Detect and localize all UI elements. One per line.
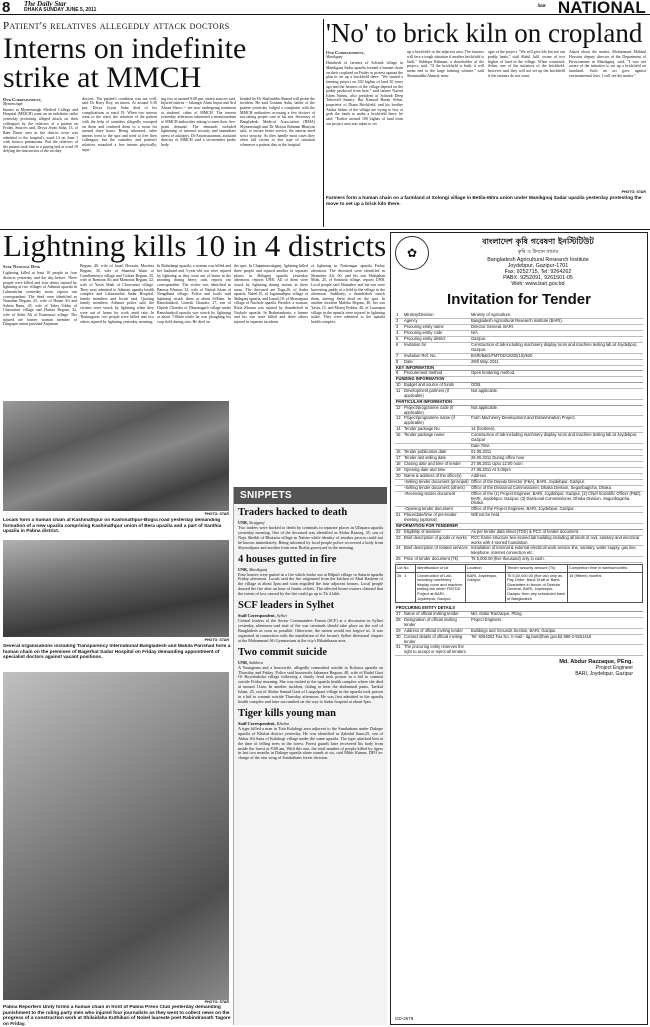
lightning-headline: Lightning kills 10 in 4 districts [3, 231, 387, 263]
snippet-headline: 4 houses gutted in fire [238, 553, 337, 565]
snippet-byline [238, 567, 383, 572]
tender-row-key: Brief description of related services [404, 545, 468, 551]
snippet-item [238, 507, 383, 551]
tender-row [395, 557, 643, 563]
cropland-col-2: up a brickfield in the adjacent area. The farmers will face a tough situation if another brickfield is built," Siddiqur Rahman, a shareholder of the project, said. "If the brickfield is built, it will mean end to the large farming scheme," said Shamsuddin Ahmed, man- [407, 49, 484, 78]
bari-bengali-address: কৃষি ও উদ্যান খামার [517, 249, 559, 255]
tender-row-number: 3 [396, 324, 399, 329]
tender-row-value: 27.06.2011 Upto 12:00 noon [471, 460, 523, 466]
tender-row-key: Contact details of official inviting tender [404, 633, 463, 644]
tender-notice [390, 232, 648, 1025]
interns-headline-1: Interns on indefinite [3, 32, 247, 65]
snippet-headline: Traders hacked to death [238, 507, 348, 518]
tender-row-key: Eligibility of tenderer [404, 528, 441, 534]
tender-row-number: 13 [396, 415, 401, 421]
tender-title: Invitation for Tender [447, 291, 591, 308]
interns-col-4: headed by Dr Shafiuddin Ahmed will probe the incident. He said Goutam Saha, father of the patient yesterday lodged a complaint with the MMCH authorities accusing a few doctors of not taking proper care of his son. Secretary of Bangladesh Medical Association (BMA) Mymensingh unit Dr Motiur Rahman Bhuiyan said, to ensure better service, the interns need strict security. As they handle most cases they often fall victim to this type of situation whenever a patient dies at the hospital. [240, 95, 315, 148]
bari-pabx: PABX: 9252091, 9261501-05 [503, 275, 573, 281]
tender-row-key: -Opening tender document [404, 506, 453, 512]
paper-name: The Daily Star [24, 0, 67, 8]
photo-credit-2: PHOTO: STAR [204, 638, 229, 642]
tender-row [395, 492, 643, 507]
tender-row-key: Place/date/time of pre-tender meeting (optional) [404, 512, 457, 523]
bari-bengali-name: বাংলাদেশ কৃষি গবেষণা ইনস্টিটিউট [482, 237, 594, 246]
tender-row-value: Will not be held. [471, 512, 501, 518]
tender-row-value: Buildings and Grounds Section, BARI, Gazipur. [471, 627, 557, 633]
tender-row-number: 7 [396, 352, 399, 358]
tender-row-key: Tender package name [404, 432, 445, 438]
lightning-col-3: In Baliadangi upazila, a woman was killed and her husband and 3-year-old son were injured by lightning as they went out of home in the morning during heavy rain, reports our correspondent. The victim was identified as Banesa Khatun, 32, wife of Nazrul Islam of Nengdhara village. Police and locals said lightning struck them at about 6:00am. In Ranishankoil, Gonesh Chandra, 27, son of Dipesh Chandra of Dharmagarh village under Ranishankoil upazila was struck by lightning at about 7:00am while he was ploughing his crop field during rain. He died on [157, 263, 231, 324]
snippet-item [238, 554, 383, 598]
tender-row-key: Tender package No. [404, 426, 441, 432]
lot-row-sec: Tk 5,00,000.00 (five lac) only as Pay Order, Bank Draft or Bank Guarantee in favour of Director General, BARI, Joydebpur, Gazipur from any scheduled bank of Bangladesh [506, 573, 568, 603]
tender-row-key: Price of tender document (Tk) [404, 556, 459, 562]
tender-row-key: Tender publication date [404, 448, 447, 454]
sign-title: Project Engineer [596, 665, 633, 672]
tender-row-number: 22 [396, 528, 401, 534]
tender-row-number: 6 [396, 342, 399, 347]
tender-row-value: Office of the Project Engineer, BARI, Joydebpur, Gazipur. [471, 506, 575, 512]
snippet-body: Two traders were hacked to death by criminals in separate places in Ullapara upazila yesterday morning. One of the deceased was identified as Abdur Razzaq, 35, son of Noju Sheikh of Bhutaria village in Nature while identity of another person could not be known immediately. Being informed by local people police recovered a body from Shymolipara and another from near Boalia graveyard in the morning. [238, 525, 383, 550]
lightning-col-2: Begum, 40, wife of Jusail Hossain, Morzina Begum, 30, wife of Shamsul Islam of Gondhomorya village and Golzan Begum, 35, wife of Romzan Ali and Mamotaz Begum, 22, wife of Yasin Miah of Chawratari village. They were admitted to Adimari upazila health complex and Lalmonirhat Sadar Hospital, family members and locals said. Quoting family members, Adimari police said, the victims were struck by lightning when they were out of home for work amid rain. In Thakurgaon, two people were killed and two others injured by lightning yesterday morning. [80, 263, 154, 324]
lot-head-time: Completion time in weeks/months [569, 565, 628, 571]
tender-row-number: 16 [396, 448, 401, 454]
cropland-caption: Farmers form a human chain on a farmland at Solongi village in Betila-Mitra union under Manikgnaj Sadar upazila yesterday protesting the move to set up a brick kiln there. [326, 196, 642, 207]
tender-row-value: 14 (fourteen). [471, 426, 496, 432]
tender-row-number: 10 [396, 382, 401, 388]
tender-row-value: Office of the (1) Project Engineer, BARI, Joydebpur, Gazipur, (2) Chief Scientific Officer (P&E), BARI, Joydebpur, Gazipur, (3) Divisional Commissioner, Dhaka Division, Segunbagicha, Dhaka. [471, 490, 642, 506]
tender-row-number: 20 [396, 472, 401, 478]
cropland-col-4: Asked about the matter, Mohammad Mokbul Hossain, deputy director of the Department of Environment in Manikganj, said, "I was not aware of the initiative to set up a brickfield on farmland. Such an act goes against environmental laws. I will see the matter." [569, 49, 646, 78]
tender-row-number [395, 492, 404, 506]
photo-caption-2: Several organisations including Transparency International Bangladesh and Mahila Parishad form a human chain on the premises of Bagerhat Sadar Hospital on Friday demanding appointment of specialist doctors against vacant positions. [3, 644, 231, 661]
interns-col-1: Interns at Mymensingh Medical College and Hospital (MMCH) went on an indefinite strike yesterday protesting alleged attack on their colleagues by the relatives of a patient on Friday. Sources said, Divya Jeyati Saha, 13, of Ram Bazar area in the district town was admitted to the hospital's ward 14 on June 1 with bronco pneumonia. But the relatives of the patient took him to a paying bed at ward 19 defying the instruction of the on duty [3, 106, 78, 154]
snippet-headline: Two commit suicide [238, 646, 328, 658]
tender-row-key: Opening date and time [404, 466, 446, 472]
tender-row-number: 19 [396, 466, 401, 472]
interns-col-3: ing two at around 9:00 pm, intern sources said. Injured interns -- Jahangir Alam Sujon and Arif Ahsan Shuvo -- are now undergoing treatment at students' cabin of MMCH. The interns yesterday afternoon submitted a memorandum to MMCH authorities asking to meet their five-point demand. The demands included tightening of internal security and immediate arrest of attackers. Dr Anwaruzzaman, assistant director of MMCH said a six-member probe body [161, 95, 236, 148]
column-divider [323, 19, 324, 227]
tender-row-number: 24 [396, 545, 401, 551]
tender-row-value: 27.06.2011 At 3.00pm [471, 466, 511, 472]
photo-caption-1: Locals form a human chain at Kashinathpur on Kashinathpur-Bogra road yesterday demanding formation of a new upazila comprising Kashinathpur union of Bera upazila and a part of Santhia upazila in Pabna district. [3, 518, 222, 535]
bari-org: Bangladesh Agricultural Research Institute [487, 257, 589, 263]
tender-row-number [395, 480, 404, 485]
snippets-box [233, 487, 387, 1025]
lot-head-loc: Location [466, 565, 506, 572]
photo-caption-3: Pabna Reporters Unity forms a human chain in front of Pabna Press Club yesterday demanding punishment to the ruling party men who injured four journalists as they went to collect news on the progress of a construction work at Shilaidaha Kuthibari of Nobel laureate poet Rabindranath Tagore on Friday. [3, 1005, 231, 1027]
tender-row-value [471, 645, 643, 655]
snippet-place: Satkhira [248, 659, 264, 665]
photo-bagerhat [3, 540, 229, 637]
tender-row-key: Project/programme code (if applicable) [404, 404, 454, 415]
tender-row-key: Procuring entity code [404, 330, 443, 335]
tender-row-value: Address [471, 472, 487, 478]
tender-row-value: Farm Machinery Development and Dissemination Project. [471, 415, 576, 421]
section-rule [0, 229, 650, 230]
snippet-item [238, 708, 383, 761]
tender-row-key: Budget and source of funds [404, 382, 455, 388]
tender-section-heading: INFORMATION FOR TENDERER [395, 524, 643, 530]
lot-row-no: 1 [404, 572, 407, 578]
tender-row-value: GOB. [471, 382, 482, 388]
tender-row-key: Name & address of the office(s) [404, 472, 462, 478]
snippet-source: Staff Correspondent, [238, 720, 276, 726]
small-logo: Star [537, 4, 546, 9]
tender-section-heading: FUNDING INFORMATION [395, 377, 643, 383]
snippet-place: Manikganj [248, 566, 268, 572]
tender-section-heading: PARTICULAR INFORMATION [395, 400, 643, 406]
entity-table [395, 612, 643, 656]
snippet-body: A tiger killed a man in Tota Kalabogi area adjacent to the Sundarbans under Dakope upazila of Khulna district yesterday. He was identified as Zahidul Sana,25, son of Akbar Ali Sana of Kalabogi village under the same upazila. The tiger attacked him at the time of felling trees in the forest. Forest guards later recovered his body from inside the forest at 8:00 am. With this one, the total number of people killed by tigers in last two months in Dakope upazila alone stands at six, said Mihir Kumar, DFO in-charge of the east wing of Sundarbans forest division. [238, 725, 383, 761]
interns-headline-2: strike at MMCH [3, 61, 202, 95]
tender-row-value: Date Time [471, 442, 490, 448]
cropland-location: Manikganj [326, 55, 343, 60]
tender-row [395, 645, 643, 656]
tender-row-number: 17 [396, 454, 401, 460]
tender-row-number: 4 [396, 330, 399, 335]
tender-row-key: -Receiving tender document [404, 490, 456, 496]
photo-pabna [3, 672, 229, 1000]
lightning-byline: Star National Desk [3, 264, 41, 270]
snippet-source: Staff Correspondent, [238, 613, 276, 619]
snippet-source: UNB, [238, 659, 248, 665]
lightning-col-1: Lightning killed at least 10 people in four districts yesterday and the day before. Three people were killed and four others injured by lightning at two villages of Adimari upazila in Lalmonirhat yesterday noon, reports our correspondent. The dead were identified as Numahar Begum, 25, wife of Hasan Ali and Sabeta Banu, 45, wife of Taher Uddin of Chawratari village and Hasina Begum, 32, wife of Sohir Ali of Kumortari village. The injured are former woman member of Durgapur union parishad Anjuman [3, 270, 77, 327]
tender-row-value: Not applicable. [471, 388, 499, 394]
lot-row-id: Construction of Lab-including machinery display room and machine testing lab under FMTDD Project at BARI, Joydebpur, Gazipur [416, 573, 466, 603]
tender-row-key: The procuring entity reserves the right to accept or reject all tenders. [404, 644, 467, 655]
tender-row-key: Brief description of goods or works [404, 534, 467, 540]
tender-row-number: 15 [396, 432, 401, 438]
tender-row-value: Installation of internal & external electrical work service line, sanitary, water supply, gas line, telephone, internet connection etc. [471, 545, 637, 556]
tender-row-key: Closing date and time of tender [404, 460, 461, 466]
snippet-source: UNB, [238, 520, 248, 526]
snippet-headline: Tiger kills young man [238, 707, 336, 719]
section-title: NATIONAL [557, 0, 646, 15]
tender-row-number: 21 [396, 512, 401, 518]
page-number: 8 [2, 0, 11, 15]
tender-section-heading: KEY INFORMATION [395, 366, 643, 372]
snippet-item [238, 600, 383, 644]
interns-byline: Our Correspondent, [3, 96, 42, 102]
tender-row-value: Open tendering method. [471, 370, 516, 376]
tender-row-value: Gazipur. [471, 336, 487, 341]
tender-row-key: Address of official inviting tender [404, 627, 463, 633]
tender-row-value: Project Engineer. [471, 617, 503, 623]
masthead [0, 0, 650, 15]
snippet-place: Sirajganj [248, 520, 265, 526]
tender-row-key: Invitation for [404, 342, 427, 347]
cropland-article [326, 18, 648, 228]
tender-row-value: Tk 5,000.00 (five thousand) only in cash. [471, 556, 545, 562]
tender-row-number [395, 486, 404, 491]
snippet-item [238, 647, 383, 705]
tender-row-value: RCC frame structure two-storied lab building including all kinds of civil, sanitary and electrical works with 4-storied foundation. [471, 534, 640, 545]
tender-row-value: Not applicable. [471, 404, 499, 410]
tender-row-key: Procurement method [404, 370, 443, 376]
tender-row-number: 27 [396, 611, 401, 617]
tender-row-number: 11 [396, 388, 401, 394]
tender-row-number: 14 [396, 426, 401, 432]
photo-credit-3: PHOTO: STAR [204, 1000, 229, 1004]
tender-row-number: 1 [396, 312, 399, 317]
tender-row-key: -Selling tender document (others) [404, 484, 465, 490]
tender-row-value: 26.06.2011 During office hour [471, 454, 525, 460]
tender-row-number: 2 [396, 318, 399, 323]
lot-table [395, 564, 643, 603]
sign-addr: BARI, Joydebpur, Gazipur [575, 671, 633, 678]
lot-head-id: Identification of lot [416, 565, 466, 572]
tender-row-number: 25 [396, 556, 401, 562]
tender-row-value: Tel: 9264262 Fax No. ই-mail:- dg.bari@bari.gov.bd 880-2-9261415 [471, 633, 592, 639]
bari-web: Web: www.bari.gov.bd [511, 281, 565, 287]
cropland-headline: 'No' to brick kiln on cropland [326, 18, 643, 48]
lot-row-loc: BARI, Joydebpur, Gazipur [466, 573, 506, 603]
lot-head-sec: Tender security amount (Tk) [506, 565, 568, 572]
tender-row-number: 31 [396, 644, 401, 650]
snippet-body: Four houses were gutted in a fire which broke out at Bilpuli village in Saturia upazila Friday afternoon. Locals said the fire originated from the kitchen of Abul Kashem of the village at about 3pm and soon engulfed the four adjacent houses. Local people doused the fire after an hour of frantic efforts. The affected house owners claimed that the extent of loss caused by the fire could go up to Tk 4 lakh. [238, 571, 383, 597]
entity-head: PROCURING ENTITY DETAILS [395, 606, 643, 612]
tender-row-key: Procuring entity district [404, 336, 446, 341]
tender-row-key: Agency [404, 318, 418, 323]
lightning-col-5: of lightning in Nasirnagar upazila Friday afternoon. The deceased were identified as Shamsher Ali, 60, and his son Shahjahan Miah, 25, of Sonatola village, reports UNB. Local people said Shamsher and his son were harvesting paddy at a field in the village in the afternoon. Suddenly, a thunderbolt struck them, leaving them dead on the spot. In another incident Mafeka Begum, 40, her son Yasin, 15, and Monoj Poddar, 40, of Laumipur village in the upazila were injured in lightning strike. They were admitted to the upazila health complex. [311, 263, 385, 324]
lot-head-no: Lot No. [396, 565, 416, 572]
cropland-col-3: ager of the project. "We will give life but not our paddy lands," said Abdul Jalil, owner of two bighas of land in the village. When contacted, Selim, one of the initiators of the brickfield, however said they will not set up the brickfield if the farmers do not want. [488, 49, 565, 78]
tender-row-key: -Selling tender document (principal) [404, 478, 469, 484]
photo-kashinathpur [3, 401, 229, 511]
bari-logo: ✿ [395, 236, 429, 270]
interns-location: Mymensingh [3, 101, 23, 106]
bari-addr: Joydebpur, Gazipur-1701 [507, 263, 569, 269]
tender-row-key: Development partners (if applicable) [404, 388, 449, 399]
snippet-place: Khulna [276, 720, 290, 726]
lot-row-index: 26 [397, 572, 402, 578]
tender-row-number: 12 [396, 404, 401, 410]
tender-row-number: 8 [396, 358, 399, 364]
tender-row-value: 29th May, 2011 [471, 358, 499, 364]
tender-row-key: Designation of official inviting tender [404, 617, 457, 627]
tender-row-key: Invitation Ref. No. [404, 352, 437, 358]
tender-row-value: 01.06.2011 [471, 448, 492, 454]
snippet-body: Central leaders of the Sector Commanders Forum (SCF) at a discussion in Sylhet yesterday afternoon said trial of the war criminals should take place on the soil of Bangladesh as soon as possible. Otherwise, the nation would not forgive us. It was organised in connection with the installation of the forum's Sylhet divisional chapter at the Mohammad Ali Gymnasium at the city's Rikabibazar area. [238, 618, 383, 643]
tender-row-value: BARI/B&G/FMTDD/1830/(10)/620 [471, 352, 533, 358]
tender-row-key: Project/programme name (if applicable) [404, 415, 455, 426]
gd-number: GD-2579 [395, 1016, 414, 1021]
snippet-body: A Youngman and a housewife, allegedly committed suicide in Kolaroa upazila on Thursday and Friday. Police said housewife Jahanara Begum, 48, wife of Badal Gazi Of Boyisbaksha village following a family feud took poison in a bid to commit suicide Friday morning. She was rushed to the upazila health complex where she died at around 11am. In another incident, failing to bear the abdominal pains, Tarikul Islam, 25, son of Abdus Samad Gazi of Langolpara village in the upazila took poison in a bid to commit suicide Thursday afternoon. He was first admitted to the upazila health complex and later succumbed on the way to Sadar hospital at about 5pm. [238, 664, 383, 704]
tender-row-value: Ministry of Agriculture. [471, 312, 512, 317]
snippet-headline: SCF leaders in Sylhet [238, 600, 335, 612]
tender-row-number: 30 [396, 633, 401, 639]
cropland-photo-credit: PHOTO: STAR [621, 190, 646, 194]
tender-row-value: Office of the Deputy Director (F&A), BARI, Joydebpur, Gazipur. [471, 478, 585, 484]
tender-row-value: Bangladesh Agricultural Research Institute (BARI). [471, 318, 563, 323]
sign-name: Md. Abdur Razzaque, PEng. [559, 659, 633, 666]
snippet-byline [238, 660, 383, 665]
tender-row-value: Office of the Divisional Commissioner, Dhaka Division, Segunbagicha, Dhaka. [471, 484, 613, 490]
bari-fax: Fax: 9252715, Tel: 9264262 [504, 269, 572, 275]
tender-table [395, 313, 643, 563]
cropland-byline: Our Correspondent, [326, 50, 365, 56]
tender-row-value: Construction of lab-including machinery display room and machine testing lab at Joydebpur, Gazipur [471, 432, 638, 442]
snippets-title: SNIPPETS [234, 487, 387, 504]
tender-row-number: 5 [396, 336, 399, 341]
tender-row-value: Md. Abdur Razzaque, PEng. [471, 611, 523, 617]
lot-row-time: 15 (fifteen) months [569, 572, 602, 578]
tender-row-key: Procuring entity name [404, 324, 444, 329]
lightning-col-4: the spot. In Chapainawabganj, lightning killed three people and injured another in separate places in Shibganj upazila yesterday afternoon, reports UNB. All of them were struck by lightning during storms in these areas. The deceased are Toga,20, of Sadar upazila, Nabel,35, of Jagannathpur village of Shibganj upazila, and Ismail,18, of Momispara village of Nachole upazila. Besides, a woman, Rizia Khatun was injured by thunderbolt in Nachole upazila. In Brahmanbaria, a farmer and his son were killed and three others injured in separate incidents [234, 263, 308, 324]
tender-row-value: As per tender data sheet (TDS) & PCC of tender document. [471, 528, 580, 534]
tender-row-key: Tender last selling date [404, 454, 446, 460]
snippet-place: Sylhet [276, 613, 287, 619]
tender-row-number: 29 [396, 627, 401, 633]
tender-row-number: 9 [396, 370, 399, 376]
tender-row-key: Name of official inviting tender [404, 611, 459, 617]
tender-row [395, 433, 643, 444]
tender-row-key: Date [404, 358, 413, 364]
interns-kicker: Patient's relatives allegedly attack doctors [3, 20, 230, 32]
snippet-source: UNB, [238, 566, 248, 572]
tender-row-number: 23 [396, 534, 401, 540]
tender-row-value: Director General, BARI. [471, 324, 514, 329]
issue-date: DHAKA SUNDAY JUNE 5, 2011 [24, 7, 97, 13]
interns-col-2: doctors. The patient's condition was not well, said Dr Rony Roy, an intern. At around 5:30 pm, Divya Joyati Saha died of his complications at ward 19. When two interns went to the ward, the relatives of the patient with the help of outsiders allegedly swooped on them and confined them to a room for around three hours. Being informed, other interns went to the spot and tried to free their colleagues but the outsiders and patient's relatives assaulted a few interns physically, injur- [82, 95, 157, 152]
tender-row-value: N/A. [471, 330, 479, 335]
tender-row-key: Ministry/Division [404, 312, 434, 317]
tender-row-value: Construction of lab-including machinery display room and machine testing lab at Joydebpur, Gazipur. [471, 342, 638, 352]
cropland-col-1: Hundreds of farmers of Solondi village in Manikganj Sadar upazila formed a human chain on their cropland on Friday in protest against the plan to set up a brickfield there. "We started a farming project on 250 bighas of land 30 years ago and the farmers of the village depend on the paddy produced from here," said farmer Nazrul Islam Nannu, also president of Solondi Deep Tubewell Samity. But Kamrul Hasan Selim, proprietor of Diana Brickfield, and his brother Abdus Salam of the village are trying to buy or grab the lands to make a brickfield there, he said. "Earlier around 100 bighas of land from our project area was taken to set [326, 60, 403, 126]
photo-credit-1: PHOTO: STAR [204, 512, 229, 516]
interns-article [3, 18, 321, 228]
tender-row-number: 18 [396, 460, 401, 466]
tender-row-number: 28 [396, 617, 401, 623]
